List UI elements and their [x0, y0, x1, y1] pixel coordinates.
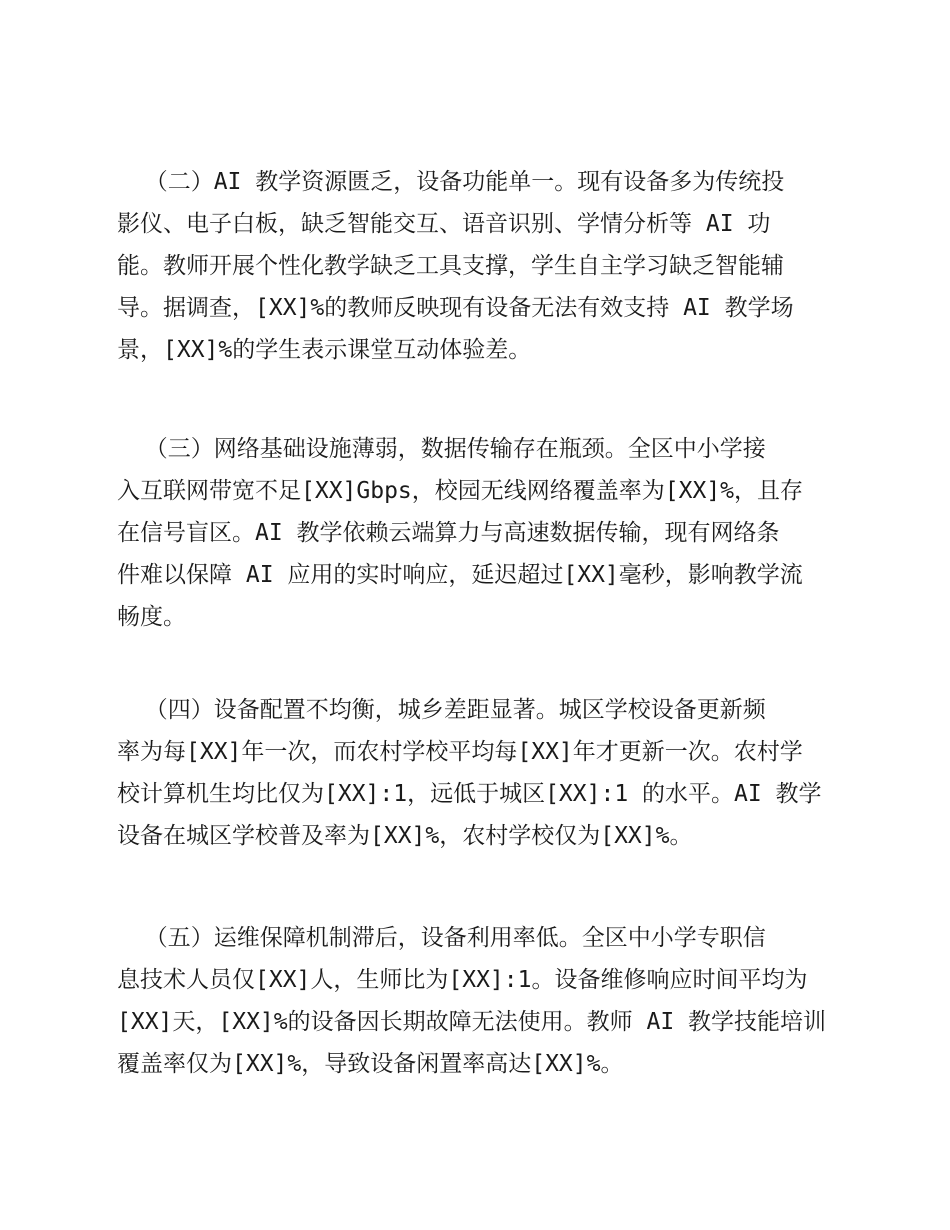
paragraph-line: （三）网络基础设施薄弱，数据传输存在瓶颈。全区中小学接: [117, 436, 766, 462]
paragraph-line: （五）运维保障机制滞后，设备利用率低。全区中小学专职信: [117, 925, 766, 951]
paragraph-line: 息技术人员仅[XX]人，生师比为[XX]:1。设备维修响应时间平均为: [117, 967, 808, 993]
paragraph-line: 覆盖率仅为[XX]%，导致设备闲置率高达[XX]%。: [117, 1051, 624, 1077]
paragraph-line: （四）设备配置不均衡，城乡差距显著。城区学校设备更新频: [117, 697, 766, 723]
paragraph-section-3: [117, 428, 837, 638]
paragraph-section-4: [117, 689, 837, 857]
paragraph-line: （二）AI 教学资源匮乏，设备功能单一。现有设备多为传统投: [117, 169, 785, 195]
paragraph-line: 影仪、电子白板，缺乏智能交互、语音识别、学情分析等 AI 功: [117, 211, 771, 237]
paragraph-line: 率为每[XX]年一次，而农村学校平均每[XX]年才更新一次。农村学: [117, 739, 803, 765]
paragraph-line: 件难以保障 AI 应用的实时响应，延迟超过[XX]毫秒，影响教学流: [117, 562, 803, 588]
paragraph-line: 校计算机生均比仅为[XX]:1，远低于城区[XX]:1 的水平。AI 教学: [117, 781, 822, 807]
paragraph-section-2: [117, 161, 837, 371]
paragraph-line: 能。教师开展个性化教学缺乏工具支撑，学生自主学习缺乏智能辅: [117, 253, 784, 279]
paragraph-line: 景，[XX]%的学生表示课堂互动体验差。: [117, 337, 532, 363]
paragraph-line: 入互联网带宽不足[XX]Gbps，校园无线网络覆盖率为[XX]%，且存: [117, 478, 804, 504]
paragraph-line: 设备在城区学校普及率为[XX]%，农村学校仅为[XX]%。: [117, 823, 693, 849]
paragraph-section-5: [117, 917, 837, 1085]
paragraph-line: [XX]天，[XX]%的设备因长期故障无法使用。教师 AI 教学技能培训: [117, 1009, 827, 1035]
paragraph-line: 在信号盲区。AI 教学依赖云端算力与高速数据传输，现有网络条: [117, 520, 780, 546]
paragraph-line: 畅度。: [117, 604, 186, 630]
paragraph-line: 导。据调查，[XX]%的教师反映现有设备无法有效支持 AI 教学场: [117, 295, 794, 321]
